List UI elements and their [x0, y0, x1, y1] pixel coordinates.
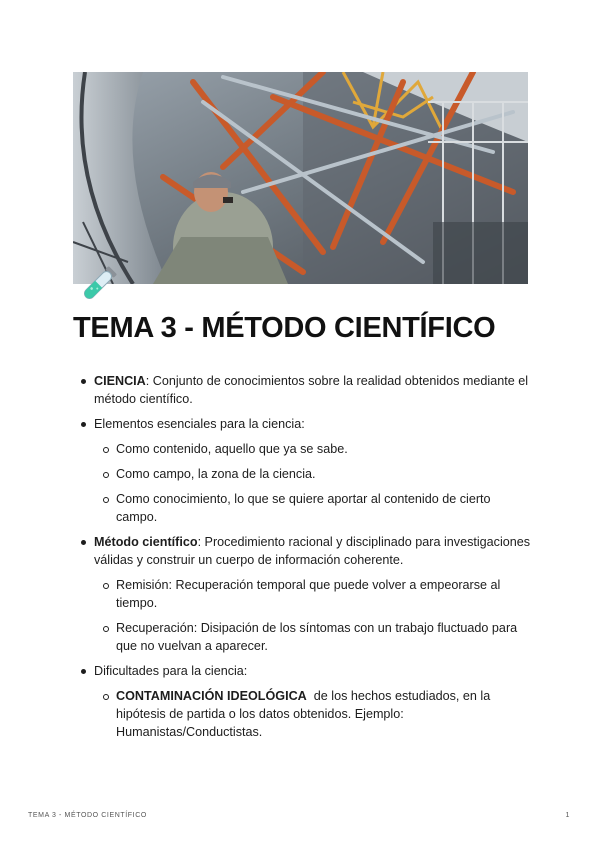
list-item-ciencia — [73, 372, 533, 408]
term-metodo: Método científico — [94, 535, 198, 549]
list-item-label: Dificultades para la ciencia: — [94, 664, 248, 678]
sub-list-item: Como campo, la zona de la ciencia. — [94, 465, 533, 483]
list-item-dificultades — [73, 662, 533, 741]
bullet-list — [73, 372, 533, 741]
term-contaminacion: CONTAMINACIÓN IDEOLÓGICA — [116, 689, 307, 703]
sub-list-item — [94, 687, 533, 741]
definition-ciencia: : Conjunto de conocimientos sobre la realidad obtenidos mediante el método científico. — [94, 374, 529, 406]
document-body — [73, 372, 533, 748]
list-item-label: Elementos esenciales para la ciencia: — [94, 417, 305, 431]
sub-list-item: Como contenido, aquello que ya se sabe. — [94, 440, 533, 458]
test-tube-icon — [75, 262, 121, 308]
list-item-metodo — [73, 533, 533, 655]
definition-metodo: : Procedimiento racional y disciplinado para investigaciones válidas y construir un cuerpo de información coherente. — [94, 535, 531, 567]
footer-title: TEMA 3 - MÉTODO CIENTÍFICO — [28, 812, 147, 819]
list-item-elementos — [73, 415, 533, 526]
sub-list — [94, 687, 533, 741]
page-number: 1 — [565, 812, 570, 819]
sub-list-item: Como conocimiento, lo que se quiere aportar al contenido de cierto campo. — [94, 490, 533, 526]
sub-list-item: Remisión: Recuperación temporal que puede volver a empeorarse al tiempo. — [94, 576, 533, 612]
sub-list — [94, 576, 533, 655]
term-ciencia: CIENCIA — [94, 374, 146, 388]
sub-list — [94, 440, 533, 526]
definition-contaminacion: de los hechos estudiados, en la hipótesis de partida o los datos obtenidos. Ejemplo: Humanistas/Conductistas. — [116, 689, 494, 739]
sub-list-item: Recuperación: Disipación de los síntomas con un trabajo fluctuado para que no vuelvan a aparecer. — [94, 619, 533, 655]
cover-image — [73, 72, 528, 284]
page-title: TEMA 3 - MÉTODO CIENTÍFICO — [73, 312, 496, 344]
